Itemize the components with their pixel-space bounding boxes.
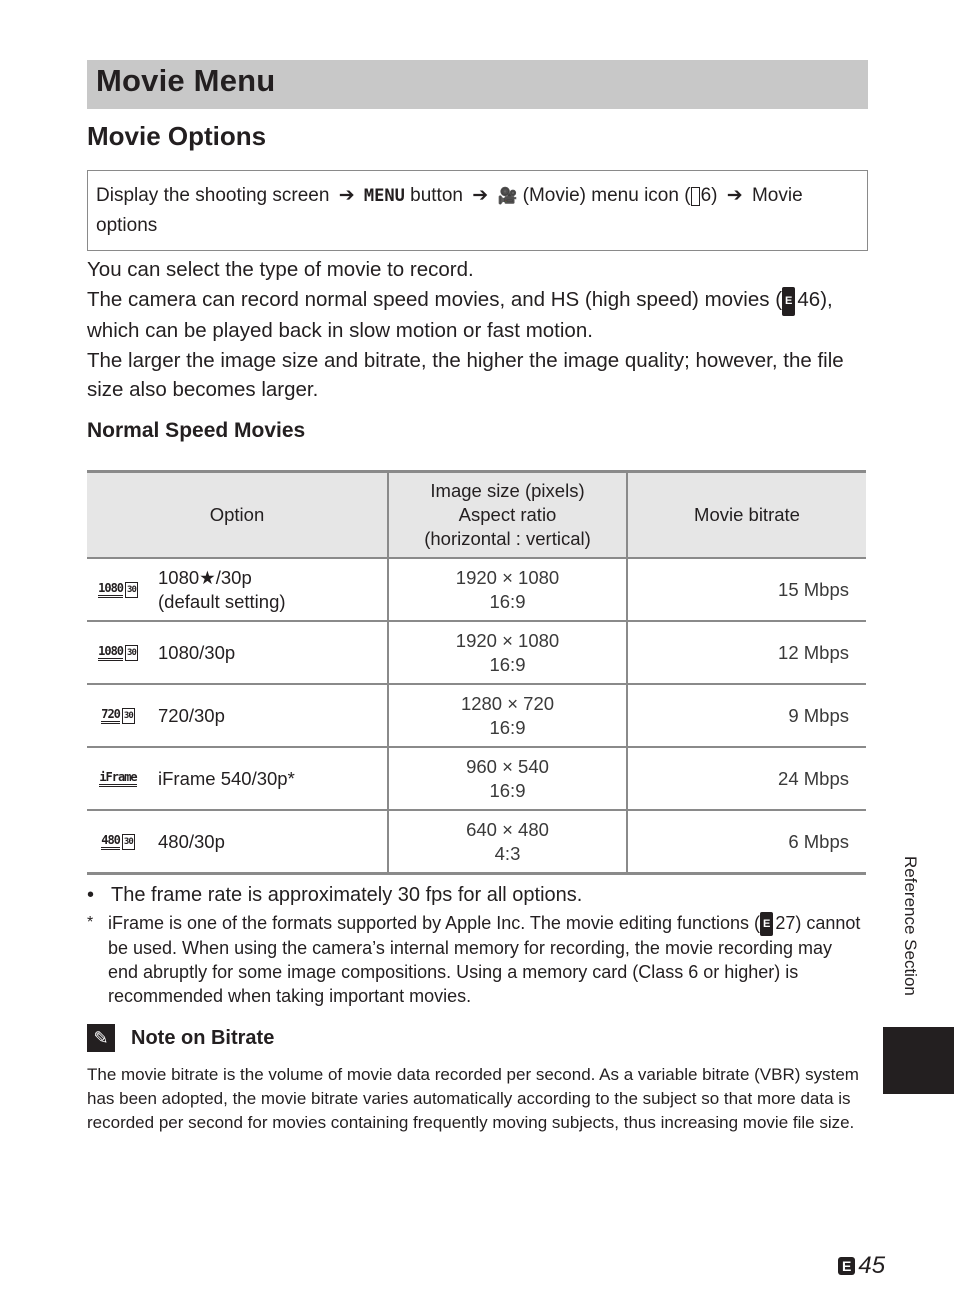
bitrate-note-body: The movie bitrate is the volume of movie data recorded per second. As a variable bitrate (VBR) system has been adopted, the movie bitrate varies automatically according to the subject so that more data is recorded per second for movies containing frequently moving subjects, thus increasing movie file size. [87, 1065, 859, 1132]
image-size-cell: 960 × 540 16:9 [388, 747, 627, 810]
header-option: Option [87, 472, 388, 559]
table-row [87, 621, 866, 684]
e-reference-icon: E [760, 912, 773, 936]
iframe-footnote: * iFrame is one of the formats supported by Apple Inc. The movie editing functions ( E 27) cannot be used. When using the camera’s internal memory for recording, the movie recording may end abruptly for some image compositions. Using a memory card (Class 6 or higher) is recommended when taking important movies. [87, 913, 861, 1006]
option-cell [87, 810, 388, 874]
option-cell [87, 684, 388, 747]
intro-text [87, 255, 872, 405]
intro-line-3: The larger the image size and bitrate, the higher the image quality; however, the file size also becomes larger. [87, 348, 844, 401]
bitrate-note-title: Note on Bitrate [131, 1026, 275, 1049]
arrow-icon: ➔ [472, 185, 489, 206]
movie-size-icon: 720 30 [96, 703, 140, 729]
intro-line-1: You can select the type of movie to record. [87, 258, 474, 281]
e-section-icon: E [838, 1257, 855, 1275]
bitrate-cell: 15 Mbps [627, 558, 866, 621]
bitrate-cell: 6 Mbps [627, 810, 866, 874]
nav-part-button: button [410, 185, 463, 206]
arrow-icon: ➔ [338, 185, 355, 206]
option-label: 1080/30p [158, 641, 236, 663]
bitrate-cell: 24 Mbps [627, 747, 866, 810]
movie-options-table [87, 470, 866, 875]
frame-rate-note: • The frame rate is approximately 30 fps for all options. [87, 882, 867, 909]
intro-line-2: The camera can record normal speed movies, and HS (high speed) movies ( E 46), which can be played back in slow motion or fast motion. [87, 287, 833, 342]
nav-part-shooting-screen: Display the shooting screen [96, 185, 330, 206]
movie-menu-icon: 🎥 [497, 188, 518, 205]
movie-size-icon: 1080 30 [96, 640, 140, 666]
page-number: E 45 [838, 1252, 885, 1280]
image-size-cell: 1920 × 1080 16:9 [388, 621, 627, 684]
bitrate-cell: 9 Mbps [627, 684, 866, 747]
option-cell [87, 621, 388, 684]
side-section-tab [883, 1027, 954, 1094]
page-title: Movie Menu [96, 63, 276, 98]
table-row [87, 558, 866, 621]
arrow-icon: ➔ [726, 185, 743, 206]
table-header-row [87, 472, 866, 559]
side-section-label: Reference Section [901, 856, 920, 996]
nav-part-movie-options: Movie options [96, 185, 803, 236]
navigation-path [96, 181, 856, 240]
option-cell [87, 747, 388, 810]
e-reference-icon: E [782, 287, 795, 317]
notes [87, 882, 867, 1008]
option-label: iFrame 540/30p* [158, 767, 295, 789]
header-bitrate: Movie bitrate [627, 472, 866, 559]
nav-book-ref: 6) [700, 185, 718, 206]
option-label: 1080★/30p (default setting) [158, 566, 286, 612]
section-title: Movie Options [87, 121, 267, 151]
bitrate-note-heading [87, 1020, 274, 1056]
nav-part-menu-icon: (Movie) menu icon ( [522, 185, 691, 206]
image-size-cell: 1920 × 1080 16:9 [388, 558, 627, 621]
navigation-path-box [87, 170, 868, 251]
header-image-size: Image size (pixels) Aspect ratio (horizontal : vertical) [388, 472, 627, 559]
movie-size-icon: 1080 30 [96, 577, 140, 603]
movie-size-icon: 480 30 [96, 829, 140, 855]
bitrate-cell: 12 Mbps [627, 621, 866, 684]
book-reference-icon [691, 187, 700, 206]
table-row [87, 810, 866, 874]
table-row [87, 747, 866, 810]
title-bar [87, 60, 868, 109]
table-row [87, 684, 866, 747]
pencil-note-icon: ✎ [87, 1024, 115, 1052]
movie-size-icon: iFrame [96, 766, 140, 792]
option-label: 720/30p [158, 704, 225, 726]
menu-button-icon: MENU [363, 186, 405, 206]
image-size-cell: 1280 × 720 16:9 [388, 684, 627, 747]
image-size-cell: 640 × 480 4:3 [388, 810, 627, 874]
option-cell [87, 558, 388, 621]
subsection-title: Normal Speed Movies [87, 419, 306, 442]
option-label: 480/30p [158, 830, 225, 852]
